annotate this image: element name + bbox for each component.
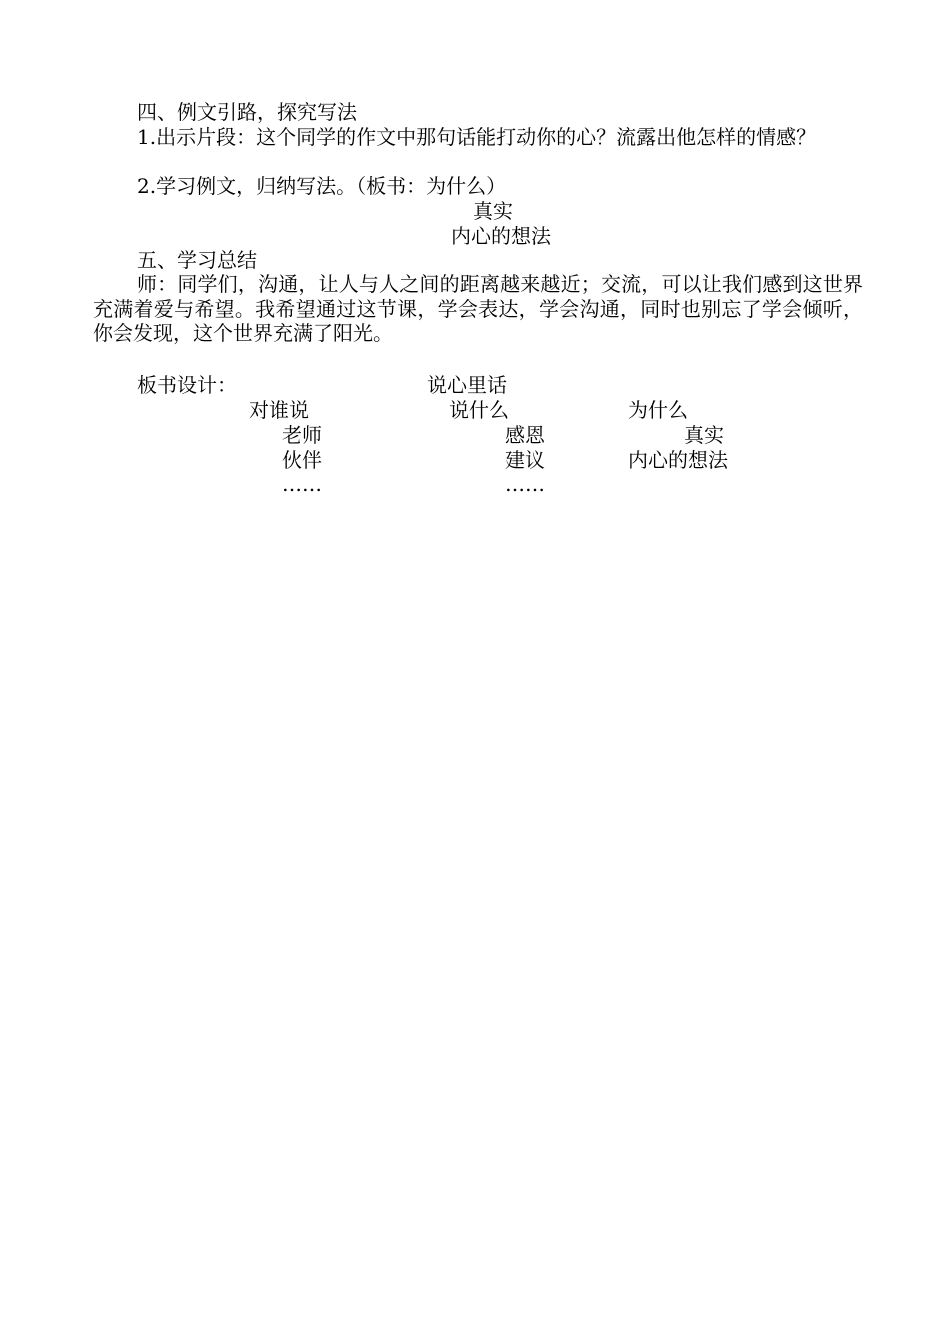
board-col2-row2: 建议	[505, 448, 545, 472]
section4-heading: 四、例文引路，探究写法	[137, 100, 357, 124]
board-col2-row3: ……	[505, 472, 545, 496]
section4-board-line1: 真实	[473, 199, 513, 223]
section5-paragraph: 师：同学们，沟通，让人与人之间的距离越来越近；交流，可以让我们感到这世界充满着爱与希望。我希望通过这节课，学会表达，学会沟通，同时也别忘了学会倾听，你会发现，这个世界充满了阳光。	[93, 272, 863, 345]
board-col3-row2: 内心的想法	[628, 448, 728, 472]
section4-item2: 2.学习例文，归纳写法。（板书：为什么）	[137, 174, 507, 198]
board-design-label: 板书设计：	[137, 373, 237, 397]
board-col2-header: 说什么	[449, 398, 509, 422]
section5-heading: 五、学习总结	[137, 248, 257, 272]
board-col1-row1: 老师	[282, 423, 322, 447]
board-col1-row2: 伙伴	[282, 448, 322, 472]
board-col1-row3: ……	[282, 472, 322, 496]
board-col3-header: 为什么	[628, 398, 688, 422]
section4-item1: 1.出示片段：这个同学的作文中那句话能打动你的心？流露出他怎样的情感？	[137, 125, 817, 149]
board-col3-row1: 真实	[684, 423, 724, 447]
board-col2-row1: 感恩	[505, 423, 545, 447]
board-design-title: 说心里话	[427, 373, 507, 397]
board-col1-header: 对谁说	[249, 398, 309, 422]
section4-board-line2: 内心的想法	[451, 224, 551, 248]
